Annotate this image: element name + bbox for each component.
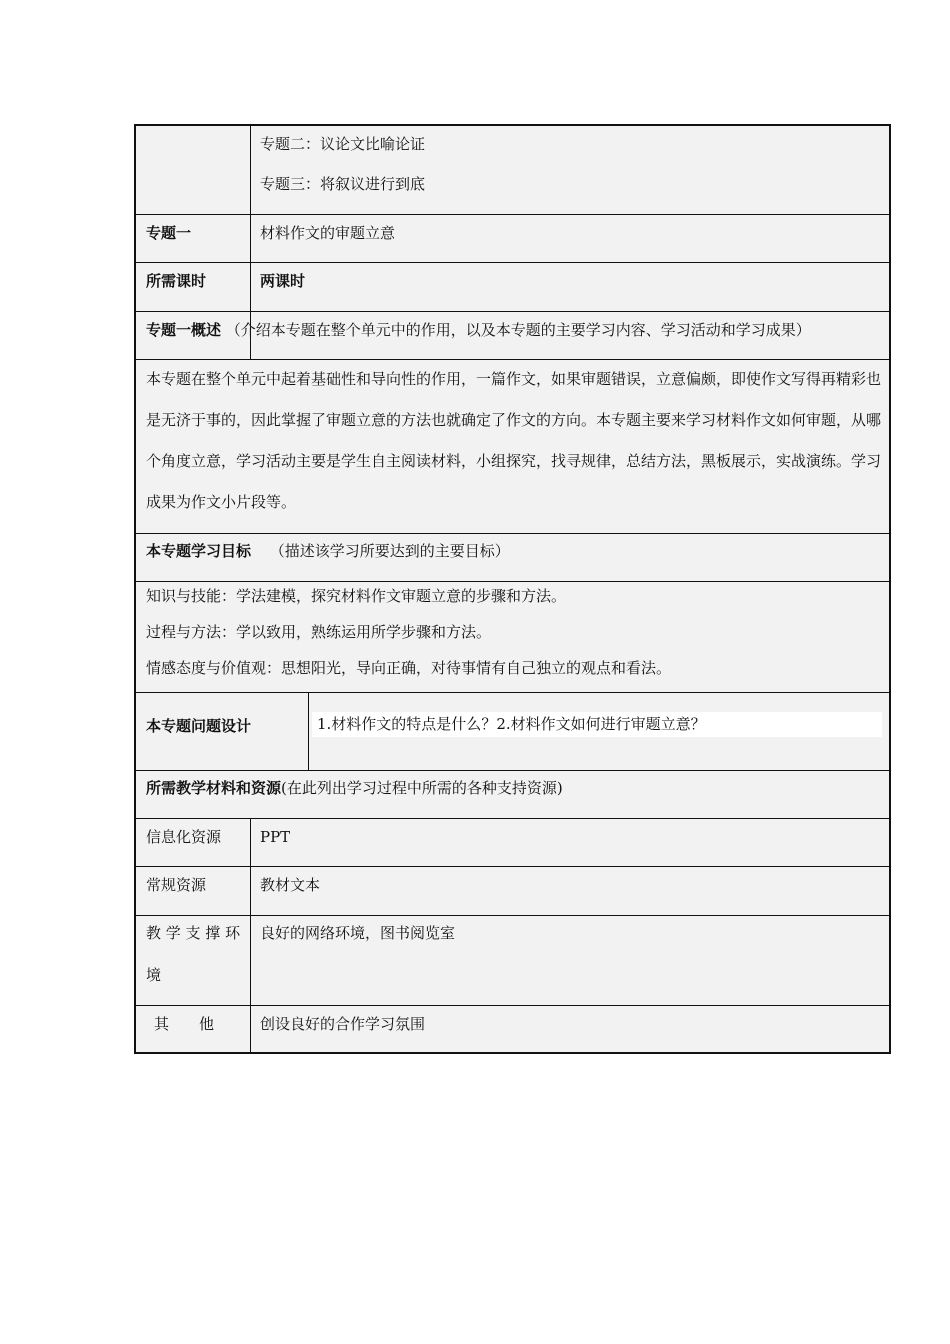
it-resources-value: PPT <box>260 828 291 846</box>
goals-note: （描述该学习所要达到的主要目标） <box>269 542 510 560</box>
goals-heading <box>146 541 510 561</box>
support-env-value: 良好的网络环境，图书阅览室 <box>260 924 456 942</box>
goal-item-attitude: 情感态度与价值观：思想阳光，导向正确，对待事情有自己独立的观点和看法。 <box>146 659 672 677</box>
questions-label: 本专题问题设计 <box>146 717 252 735</box>
other-value: 创设良好的合作学习氛围 <box>260 1015 426 1033</box>
row-divider <box>136 214 889 215</box>
other-label: 其 他 <box>154 1015 215 1033</box>
hours-label: 所需课时 <box>146 272 207 290</box>
topic-one-label: 专题一 <box>146 224 192 242</box>
topic-two-text: 专题二：议论文比喻论证 <box>260 135 426 153</box>
goal-item-process: 过程与方法：学以致用，熟练运用所学步骤和方法。 <box>146 623 492 641</box>
it-resources-label: 信息化资源 <box>146 828 222 846</box>
topic-three-text: 专题三：将叙议进行到底 <box>260 175 426 193</box>
row-divider <box>136 311 889 312</box>
questions-value: 1.材料作文的特点是什么？2.材料作文如何进行审题立意？ <box>317 715 706 733</box>
overview-body: 本专题在整个单元中起着基础性和导向性的作用，一篇作文，如果审题错误，立意偏颇，即使作文写得再精彩也是无济于事的，因此掌握了审题立意的方法也就确定了作文的方向。本专题主要来学习材料作文如何审题，从哪个角度立意，学习活动主要是学生自主阅读材料，小组探究，找寻规律，总结方法，黑板展示，实战演练。学习成果为作文小片段等。 <box>146 370 882 511</box>
resources-heading <box>146 778 563 798</box>
resources-note: (在此列出学习过程中所需的各种支持资源) <box>281 779 563 797</box>
column-divider <box>250 818 251 1054</box>
lesson-plan-table <box>134 124 891 1054</box>
row-divider <box>136 262 889 263</box>
regular-resources-value: 教材文本 <box>260 876 321 894</box>
row-divider <box>136 818 889 819</box>
support-env-label-line1: 教 学 支 撑 环 <box>146 924 241 942</box>
row-divider <box>136 1005 889 1006</box>
overview-heading <box>146 320 811 340</box>
row-divider <box>136 915 889 916</box>
row-divider <box>136 866 889 867</box>
row-divider <box>136 581 889 582</box>
row-divider <box>136 692 889 693</box>
regular-resources-label: 常规资源 <box>146 876 207 894</box>
overview-note: （介绍本专题在整个单元中的作用，以及本专题的主要学习内容、学习活动和学习成果） <box>225 321 811 339</box>
support-env-label-line2: 境 <box>146 966 162 984</box>
goal-item-knowledge: 知识与技能：学法建模，探究材料作文审题立意的步骤和方法。 <box>146 587 567 605</box>
questions-box <box>312 712 882 737</box>
row-divider <box>136 770 889 771</box>
row-divider <box>136 533 889 534</box>
overview-label: 专题一概述 <box>146 321 222 339</box>
column-divider <box>308 692 309 770</box>
resources-label: 所需教学材料和资源 <box>146 779 282 797</box>
topic-one-value: 材料作文的审题立意 <box>260 224 396 242</box>
goals-label: 本专题学习目标 <box>146 542 252 560</box>
hours-value: 两课时 <box>260 272 306 290</box>
